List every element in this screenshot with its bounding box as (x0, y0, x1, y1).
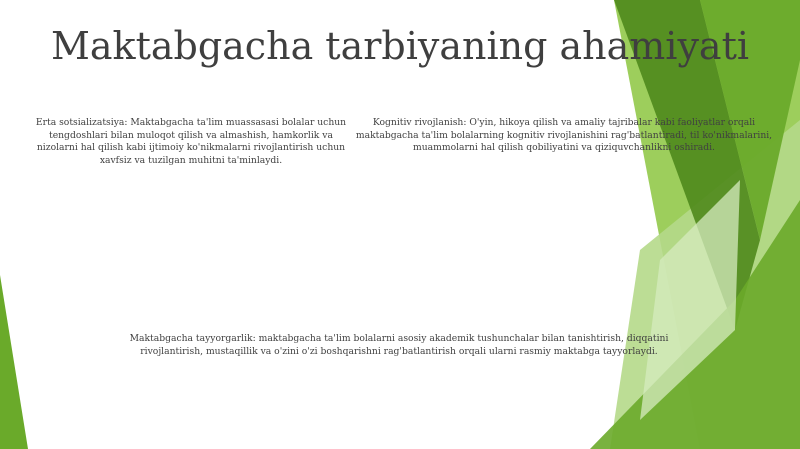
left-green-sliver (0, 275, 28, 449)
paragraph-social: Erta sotsializatsiya: Maktabgacha ta'lim muassasasi bolalar uchun tengdoshlari bilan muloqot qilish va almashish, hamkorlik va nizolarni hal qilish kabi ijtimoiy ko'nikmalarni rivojlantirish uchun xavfsiz va tuzilgan muhitni ta'minlaydi. (35, 117, 347, 166)
slide-title: Maktabgacha tarbiyaning ahamiyati (50, 24, 750, 68)
paragraph-cognitive: Kognitiv rivojlanish: O'yin, hikoya qilish va amaliy tajribalar kabi faoliyatlar orqali maktabgacha ta'lim bolalarning kognitiv rivojlanishini rag'batlantiradi, til ko'nikmalarini, muammolarni hal qilish qobiliyatini va qiziquvchanlikni oshiradi. (355, 117, 773, 153)
paragraph-readiness: Maktabgacha tayyorgarlik: maktabgacha ta'lim bolalarni asosiy akademik tushunchalar bilan tanishtirish, diqqatini rivojlantirish, mustaqillik va o'zini o'zi boshqarishni rag'batlantirish orqali ularni rasmiy maktabga tayyorlaydi. (129, 333, 669, 357)
